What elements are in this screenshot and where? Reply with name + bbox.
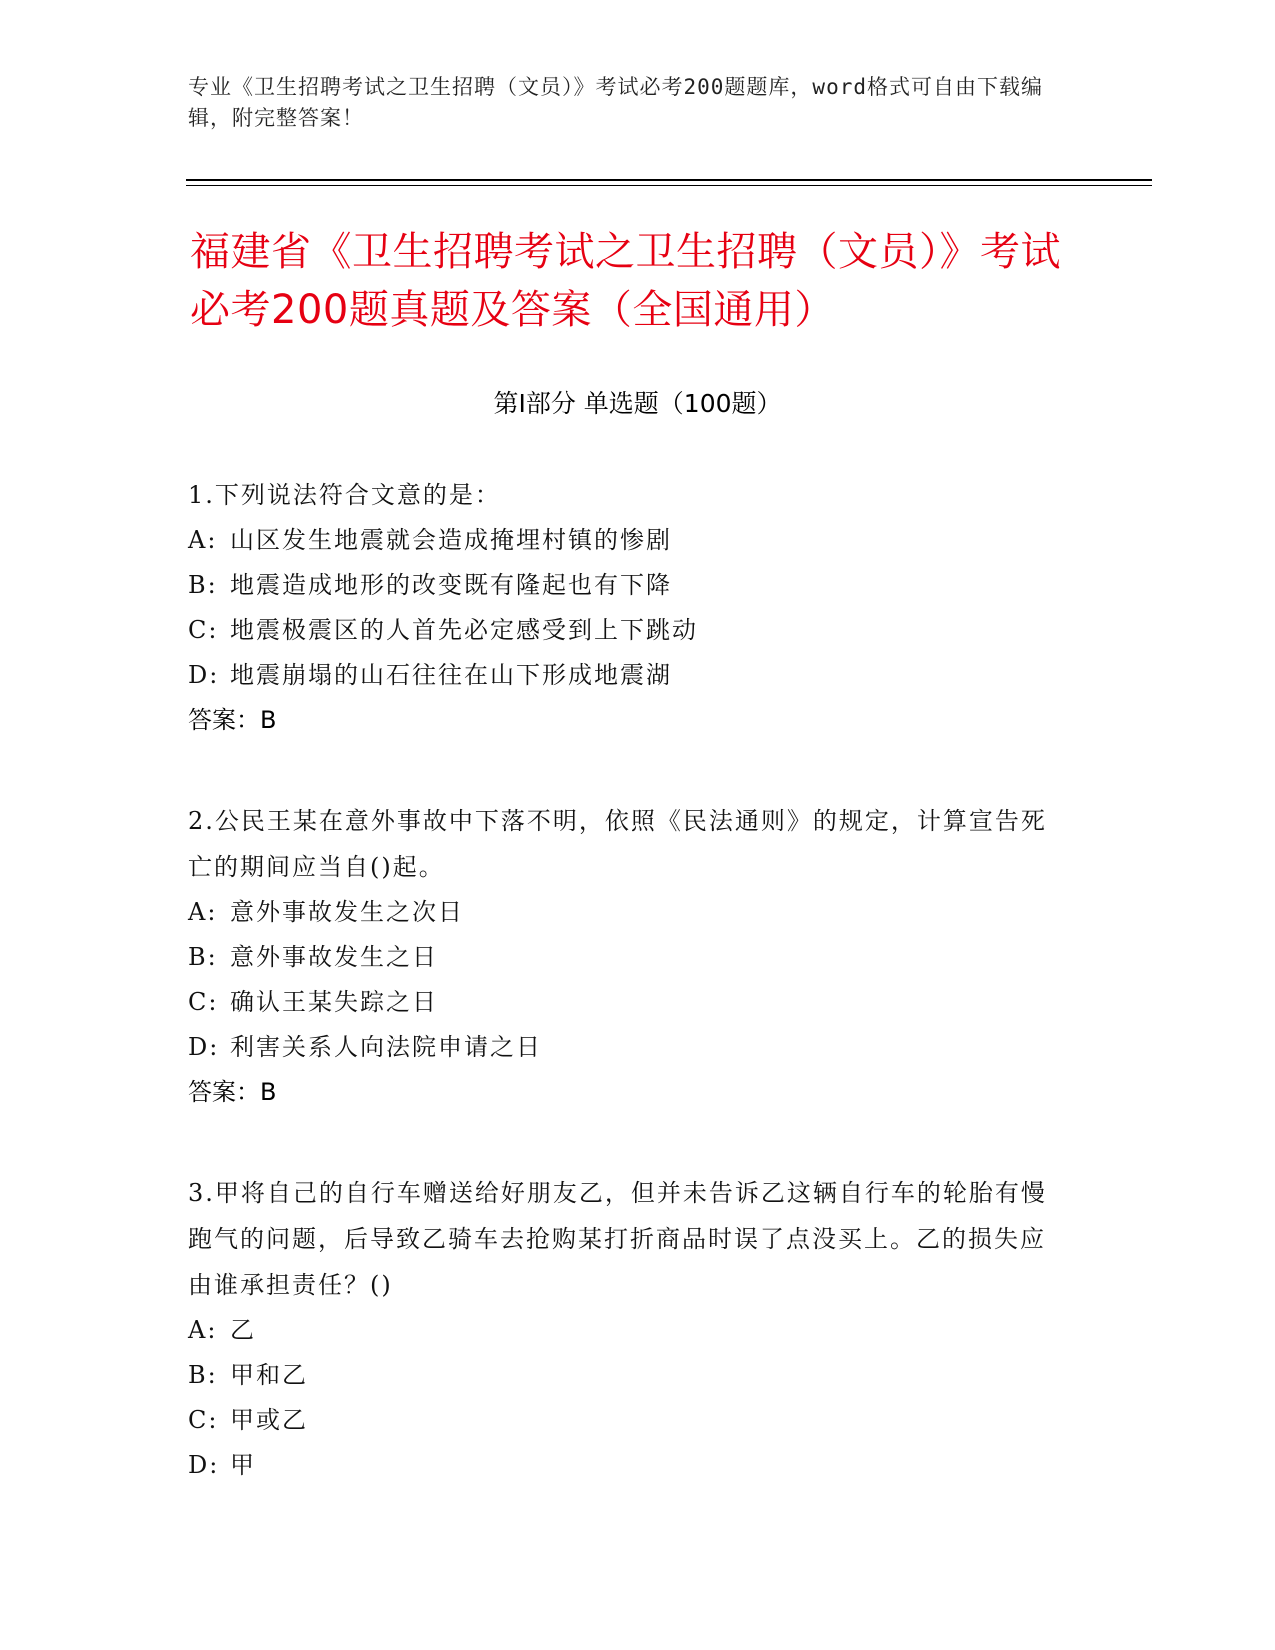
option-text: 意外事故发生之次日 <box>230 898 464 926</box>
option-b <box>188 563 1068 608</box>
option-letter: B: <box>188 1361 218 1389</box>
option-letter: B: <box>188 571 218 599</box>
option-a <box>188 518 1068 563</box>
option-d <box>188 1443 1068 1488</box>
option-text: 甲或乙 <box>230 1406 308 1434</box>
question-3 <box>188 1170 1068 1488</box>
option-letter: D: <box>188 1451 220 1479</box>
option-text: 乙 <box>230 1316 256 1344</box>
option-text: 地震极震区的人首先必定感受到上下跳动 <box>230 616 698 644</box>
answer-line: 答案：B <box>188 1078 277 1106</box>
option-letter: A: <box>188 1316 218 1344</box>
option-text: 地震造成地形的改变既有隆起也有下降 <box>230 571 672 599</box>
option-text: 甲和乙 <box>230 1361 308 1389</box>
option-c <box>188 1398 1068 1443</box>
question-stem: 2.公民王某在意外事故中下落不明，依照《民法通则》的规定，计算宣告死亡的期间应当自()起。 <box>188 807 1047 881</box>
option-letter: A: <box>188 526 218 554</box>
option-text: 利害关系人向法院申请之日 <box>230 1033 542 1061</box>
option-letter: B: <box>188 943 218 971</box>
option-text: 山区发生地震就会造成掩埋村镇的惨剧 <box>230 526 672 554</box>
question-1 <box>188 472 1068 743</box>
option-b <box>188 935 1068 980</box>
option-letter: A: <box>188 898 218 926</box>
option-letter: C: <box>188 616 219 644</box>
option-a <box>188 1308 1068 1353</box>
option-letter: C: <box>188 988 219 1016</box>
question-list <box>188 472 1068 1543</box>
header-divider <box>186 179 1152 181</box>
header-divider-thin <box>186 185 1152 186</box>
option-c <box>188 980 1068 1025</box>
question-stem: 3.甲将自己的自行车赠送给好朋友乙，但并未告诉乙这辆自行车的轮胎有慢跑气的问题，后导致乙骑车去抢购某打折商品时误了点没买上。乙的损失应由谁承担责任？() <box>188 1179 1047 1299</box>
question-2 <box>188 798 1068 1115</box>
option-text: 意外事故发生之日 <box>230 943 438 971</box>
option-letter: D: <box>188 661 220 689</box>
option-a <box>188 890 1068 935</box>
option-text: 地震崩塌的山石往往在山下形成地震湖 <box>230 661 672 689</box>
option-b <box>188 1353 1068 1398</box>
option-text: 甲 <box>230 1451 256 1479</box>
option-d <box>188 653 1068 698</box>
option-letter: D: <box>188 1033 220 1061</box>
section-title: 第Ⅰ部分 单选题（100题） <box>493 389 782 418</box>
header-note: 专业《卫生招聘考试之卫生招聘（文员）》考试必考200题题库，word格式可自由下载编辑，附完整答案！ <box>188 75 1043 130</box>
option-d <box>188 1025 1068 1070</box>
option-c <box>188 608 1068 653</box>
option-text: 确认王某失踪之日 <box>230 988 438 1016</box>
option-letter: C: <box>188 1406 219 1434</box>
question-stem: 1.下列说法符合文意的是： <box>188 481 501 509</box>
answer-line: 答案：B <box>188 706 277 734</box>
document-title: 福建省《卫生招聘考试之卫生招聘（文员）》考试必考200题真题及答案（全国通用） <box>190 229 1061 333</box>
